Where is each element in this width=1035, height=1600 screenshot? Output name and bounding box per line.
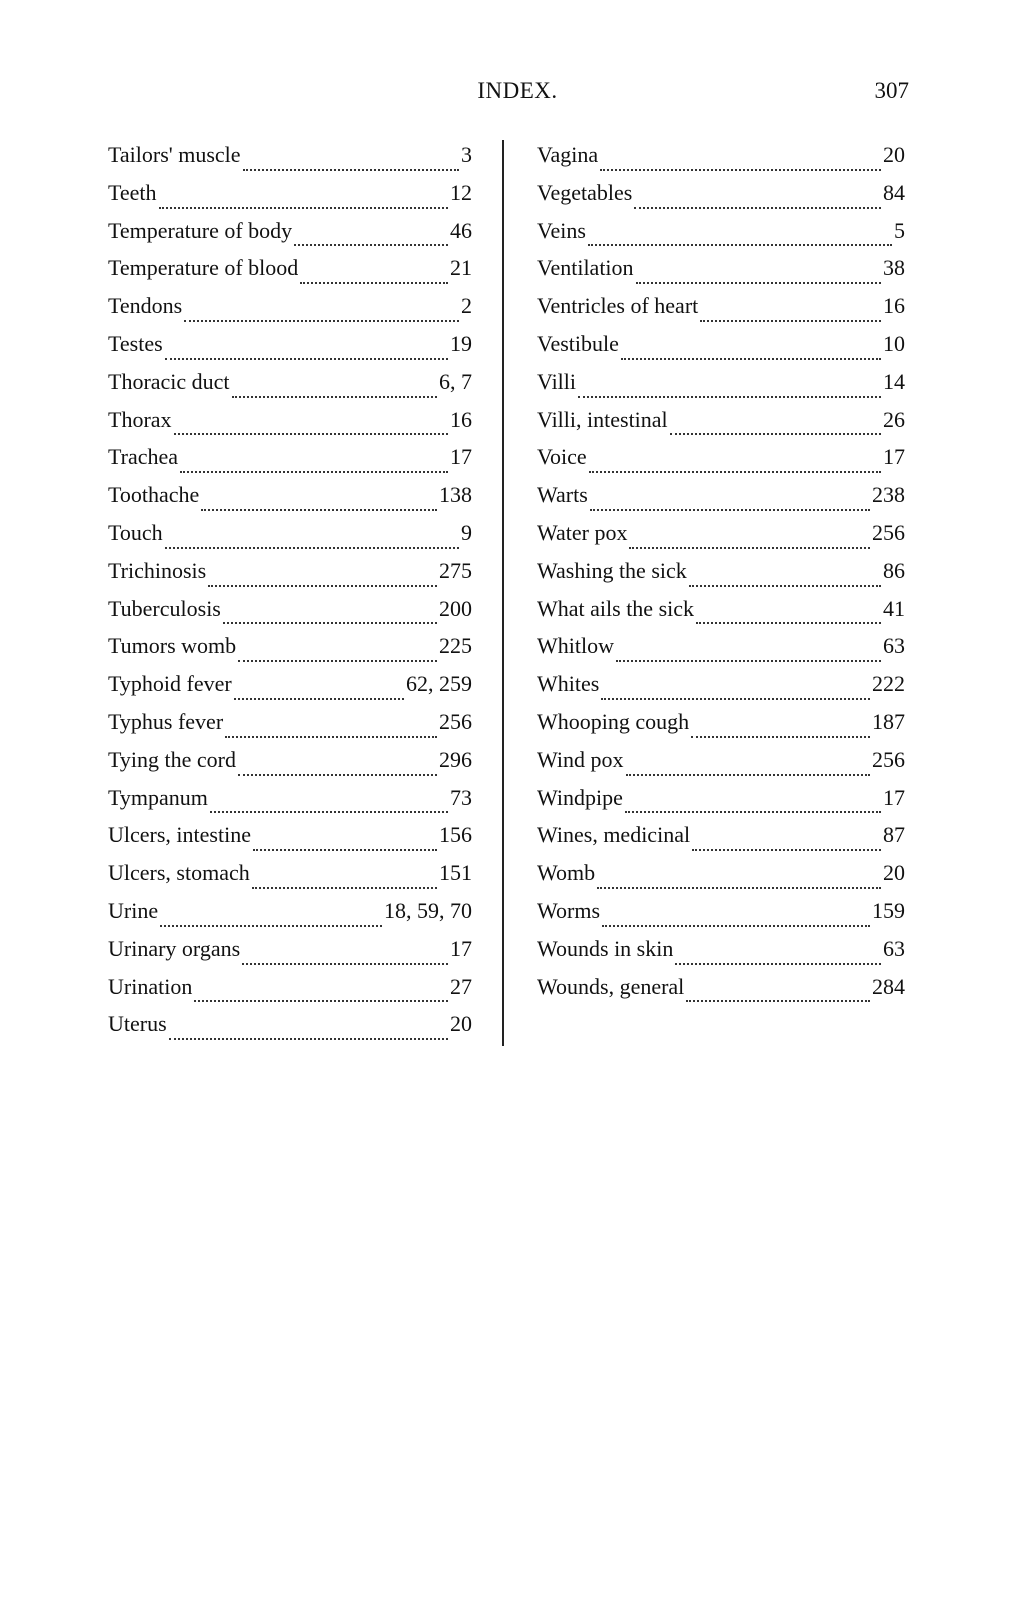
dot-leader xyxy=(201,508,437,511)
dot-leader xyxy=(194,999,448,1002)
index-page-ref: 159 xyxy=(872,897,905,923)
index-page-ref: 256 xyxy=(439,708,472,734)
dot-leader xyxy=(588,243,892,246)
index-term: Whitlow xyxy=(537,633,614,659)
index-page-ref: 38 xyxy=(883,255,905,281)
index-term: Ulcers, stomach xyxy=(108,860,250,886)
index-page-ref: 87 xyxy=(883,822,905,848)
index-entry xyxy=(108,898,472,936)
index-page-ref: 21 xyxy=(450,255,472,281)
index-term: Tailors' muscle xyxy=(108,142,241,167)
index-entry xyxy=(537,785,905,823)
index-entry xyxy=(108,255,472,293)
dot-leader xyxy=(636,281,881,284)
index-entry xyxy=(537,747,905,785)
index-page-ref: 16 xyxy=(883,293,905,319)
index-entry xyxy=(537,709,905,747)
index-page-ref: 16 xyxy=(450,406,472,432)
dot-leader xyxy=(686,999,870,1002)
index-term: Temperature of body xyxy=(108,217,293,243)
index-term: Tuberculosis xyxy=(108,595,221,621)
index-entry xyxy=(537,520,905,558)
index-entry xyxy=(537,596,905,634)
dot-leader xyxy=(692,848,881,851)
dot-leader xyxy=(625,810,881,813)
index-entry xyxy=(108,671,472,709)
index-term: Urination xyxy=(108,973,193,999)
dot-leader xyxy=(691,735,870,738)
index-entry xyxy=(108,331,472,369)
index-page-ref: 26 xyxy=(883,406,905,432)
index-term: Worms xyxy=(537,897,601,923)
dot-leader xyxy=(232,395,437,398)
dot-leader xyxy=(602,924,870,927)
dot-leader xyxy=(294,243,448,246)
index-page-ref: 187 xyxy=(872,708,905,734)
index-page-ref: 222 xyxy=(872,671,905,697)
index-entry xyxy=(108,407,472,445)
dot-leader xyxy=(165,546,459,549)
index-entry xyxy=(537,218,905,256)
index-term: Vagina xyxy=(537,142,599,167)
dot-leader xyxy=(238,659,437,662)
index-entry xyxy=(108,785,472,823)
index-page-ref: 256 xyxy=(872,519,905,545)
index-page-ref: 20 xyxy=(883,142,905,167)
dot-leader xyxy=(675,962,881,965)
index-entry xyxy=(108,860,472,898)
index-page-ref: 200 xyxy=(439,595,472,621)
dot-leader xyxy=(589,470,881,473)
index-page-ref: 2 xyxy=(461,293,472,319)
dot-leader xyxy=(670,432,881,435)
index-term: Villi xyxy=(537,368,577,394)
dot-leader xyxy=(700,319,881,322)
index-entry xyxy=(537,974,905,1012)
index-term: Veins xyxy=(537,217,586,243)
index-entry xyxy=(108,444,472,482)
index-term: Typhoid fever xyxy=(108,671,232,697)
index-entry xyxy=(537,822,905,860)
index-entry xyxy=(537,407,905,445)
dot-leader xyxy=(180,470,448,473)
index-term: What ails the sick xyxy=(537,595,695,621)
dot-leader xyxy=(578,395,881,398)
index-entry xyxy=(537,860,905,898)
index-page-ref: 12 xyxy=(450,179,472,205)
dot-leader xyxy=(634,206,881,209)
index-page-ref: 151 xyxy=(439,860,472,886)
index-entry xyxy=(108,633,472,671)
index-entry xyxy=(108,747,472,785)
index-page-ref: 14 xyxy=(883,368,905,394)
index-page-ref: 41 xyxy=(883,595,905,621)
index-entry xyxy=(108,142,472,180)
dot-leader xyxy=(597,886,881,889)
dot-leader xyxy=(626,773,871,776)
index-entry xyxy=(537,255,905,293)
index-term: Ventilation xyxy=(537,255,634,281)
index-page-ref: 138 xyxy=(439,482,472,508)
index-page-ref: 63 xyxy=(883,935,905,961)
index-term: Thoracic duct xyxy=(108,368,230,394)
dot-leader xyxy=(165,357,448,360)
index-page-ref: 256 xyxy=(872,746,905,772)
index-term: Villi, intestinal xyxy=(537,406,668,432)
index-page-ref: 296 xyxy=(439,746,472,772)
index-term: Water pox xyxy=(537,519,628,545)
index-page-ref: 225 xyxy=(439,633,472,659)
index-entry xyxy=(537,444,905,482)
dot-leader xyxy=(223,621,437,624)
dot-leader xyxy=(252,886,437,889)
dot-leader xyxy=(242,962,448,965)
dot-leader xyxy=(225,735,437,738)
index-page-ref: 156 xyxy=(439,822,472,848)
index-term: Tendons xyxy=(108,293,183,319)
dot-leader xyxy=(616,659,881,662)
index-term: Urine xyxy=(108,897,159,923)
index-page-ref: 238 xyxy=(872,482,905,508)
index-entry xyxy=(108,369,472,407)
index-page-ref: 73 xyxy=(450,784,472,810)
index-page-ref: 62, 259 xyxy=(406,671,472,697)
index-entry xyxy=(108,1011,472,1049)
index-entry xyxy=(537,180,905,218)
index-page-ref: 3 xyxy=(461,142,472,167)
index-entry xyxy=(537,633,905,671)
index-term: Womb xyxy=(537,860,596,886)
index-term: Touch xyxy=(108,519,163,545)
index-entry xyxy=(108,596,472,634)
index-page-ref: 6, 7 xyxy=(439,368,472,394)
index-term: Washing the sick xyxy=(537,557,687,583)
index-entry xyxy=(108,520,472,558)
index-entry xyxy=(108,974,472,1012)
dot-leader xyxy=(208,584,437,587)
index-entry xyxy=(537,293,905,331)
dot-leader xyxy=(621,357,881,360)
index-page-ref: 5 xyxy=(894,217,905,243)
dot-leader xyxy=(184,319,459,322)
index-term: Whites xyxy=(537,671,600,697)
dot-leader xyxy=(243,168,459,171)
index-page-ref: 17 xyxy=(883,784,905,810)
index-page-ref: 17 xyxy=(450,935,472,961)
index-entry xyxy=(537,482,905,520)
index-entry xyxy=(537,936,905,974)
dot-leader xyxy=(601,697,870,700)
dot-leader xyxy=(600,168,881,171)
index-entry xyxy=(108,180,472,218)
index-entry xyxy=(108,936,472,974)
dot-leader xyxy=(253,848,437,851)
page-header xyxy=(0,78,1035,112)
index-term: Wind pox xyxy=(537,746,624,772)
dot-leader xyxy=(160,924,382,927)
index-term: Wounds in skin xyxy=(537,935,674,961)
dot-leader xyxy=(210,810,448,813)
index-term: Temperature of blood xyxy=(108,255,299,281)
index-term: Testes xyxy=(108,330,163,356)
dot-leader xyxy=(169,1037,448,1040)
index-entry xyxy=(537,898,905,936)
index-entry xyxy=(108,482,472,520)
index-term: Trichinosis xyxy=(108,557,207,583)
index-entry xyxy=(108,218,472,256)
index-entry xyxy=(537,142,905,180)
index-term: Ventricles of heart xyxy=(537,293,699,319)
index-term: Tumors womb xyxy=(108,633,237,659)
index-term: Typhus fever xyxy=(108,708,224,734)
index-page-ref: 275 xyxy=(439,557,472,583)
index-term: Windpipe xyxy=(537,784,623,810)
index-term: Toothache xyxy=(108,482,200,508)
index-page-ref: 84 xyxy=(883,179,905,205)
index-entry xyxy=(537,558,905,596)
index-page-ref: 17 xyxy=(883,444,905,470)
index-page-ref: 17 xyxy=(450,444,472,470)
index-entry xyxy=(108,822,472,860)
index-column-left xyxy=(108,142,472,1049)
index-term: Thorax xyxy=(108,406,172,432)
index-term: Vegetables xyxy=(537,179,633,205)
index-entry xyxy=(537,331,905,369)
index-term: Vestibule xyxy=(537,330,619,356)
index-column-right xyxy=(537,142,905,1011)
index-entry xyxy=(537,369,905,407)
index-page-ref: 284 xyxy=(872,973,905,999)
page-number: 307 xyxy=(874,78,909,103)
index-term: Tympanum xyxy=(108,784,208,810)
index-term: Whooping cough xyxy=(537,708,690,734)
index-term: Ulcers, intestine xyxy=(108,822,251,848)
index-term: Voice xyxy=(537,444,587,470)
index-entry xyxy=(537,671,905,709)
index-page-ref: 46 xyxy=(450,217,472,243)
index-term: Warts xyxy=(537,482,588,508)
dot-leader xyxy=(234,697,404,700)
index-page-ref: 19 xyxy=(450,330,472,356)
index-term: Wounds, general xyxy=(537,973,685,999)
index-page-ref: 63 xyxy=(883,633,905,659)
index-term: Urinary organs xyxy=(108,935,241,961)
index-entry xyxy=(108,558,472,596)
index-page-ref: 86 xyxy=(883,557,905,583)
index-page-ref: 20 xyxy=(883,860,905,886)
dot-leader xyxy=(159,206,448,209)
dot-leader xyxy=(629,546,870,549)
index-page-ref: 10 xyxy=(883,330,905,356)
index-term: Teeth xyxy=(108,179,157,205)
dot-leader xyxy=(696,621,881,624)
index-page-ref: 20 xyxy=(450,1011,472,1037)
dot-leader xyxy=(590,508,870,511)
dot-leader xyxy=(689,584,881,587)
dot-leader xyxy=(174,432,448,435)
dot-leader xyxy=(300,281,448,284)
index-entry xyxy=(108,293,472,331)
column-divider xyxy=(502,140,504,1046)
index-page-ref: 27 xyxy=(450,973,472,999)
page-title: INDEX. xyxy=(477,78,558,103)
index-page-ref: 9 xyxy=(461,519,472,545)
dot-leader xyxy=(238,773,437,776)
index-term: Trachea xyxy=(108,444,179,470)
index-page-ref: 18, 59, 70 xyxy=(384,897,472,923)
index-term: Wines, medicinal xyxy=(537,822,691,848)
index-term: Tying the cord xyxy=(108,746,236,772)
index-term: Uterus xyxy=(108,1011,167,1037)
index-entry xyxy=(108,709,472,747)
